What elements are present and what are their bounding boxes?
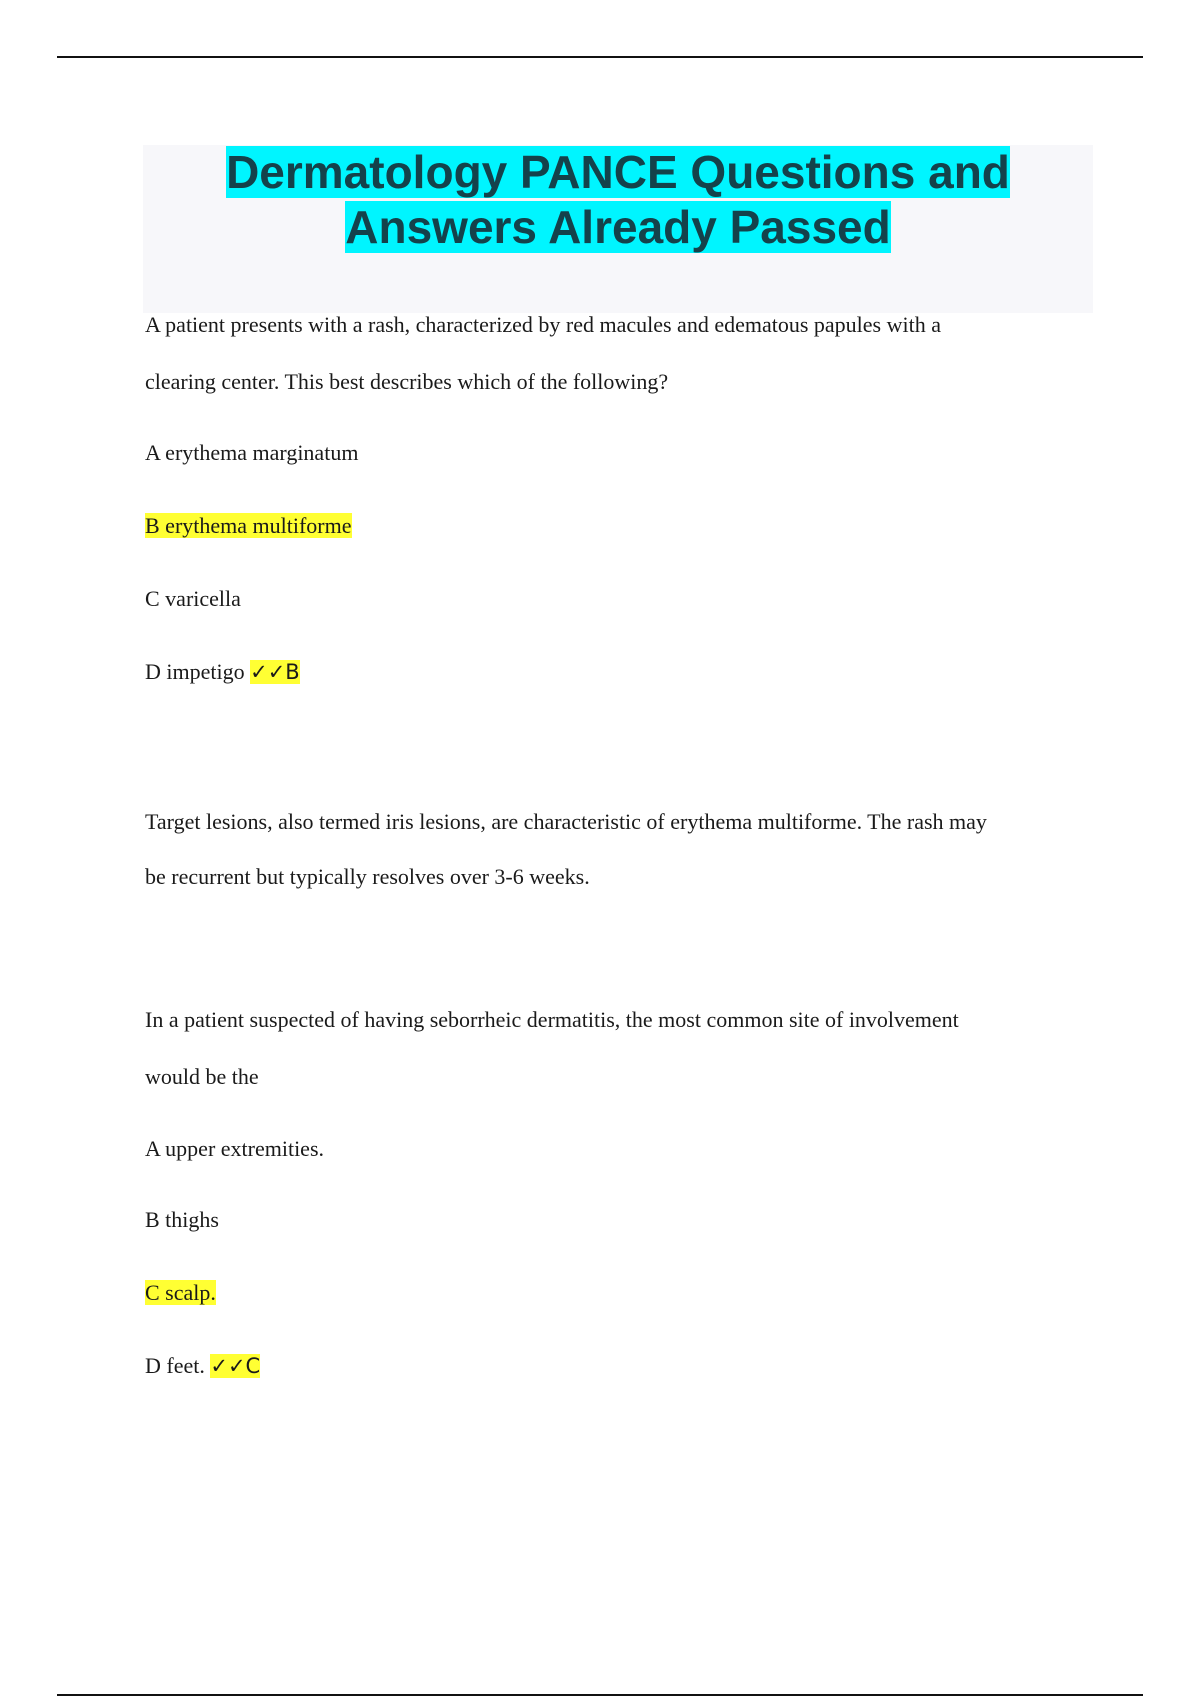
title-banner <box>143 145 1093 313</box>
q1-option-a: A erythema marginatum <box>145 440 359 465</box>
bottom-rule <box>57 1694 1143 1696</box>
q1-option-d <box>145 658 300 686</box>
q2-stem-line-2: would be the <box>145 1064 259 1089</box>
q1-rationale-line-1: Target lesions, also termed iris lesions, are characteristic of erythema multiforme. The rash may <box>145 809 987 834</box>
q2-option-b: B thighs <box>145 1207 219 1232</box>
q1-answer-check-icon: ✓✓B <box>250 660 300 684</box>
q1-correct-option-highlight: B erythema multiforme <box>145 513 352 538</box>
q2-correct-option-highlight: C scalp. <box>145 1280 216 1305</box>
q2-option-c <box>145 1279 216 1307</box>
q2-answer-check-icon: ✓✓C <box>210 1354 261 1378</box>
title-line-1: Dermatology PANCE Questions and <box>226 146 1010 198</box>
q1-option-c: C varicella <box>145 586 241 611</box>
q1-stem-line-2: clearing center. This best describes which of the following? <box>145 369 669 394</box>
q1-option-d-text: D impetigo <box>145 659 245 684</box>
q1-stem-line-1: A patient presents with a rash, characterized by red macules and edematous papules with a <box>145 312 941 337</box>
title-line-2: Answers Already Passed <box>345 201 891 253</box>
q1-rationale-line-2: be recurrent but typically resolves over 3-6 weeks. <box>145 864 590 889</box>
top-rule <box>57 56 1143 58</box>
q2-option-d-text: D feet. <box>145 1353 205 1378</box>
q2-option-d <box>145 1352 260 1380</box>
q2-option-a: A upper extremities. <box>145 1136 325 1161</box>
q2-stem-line-1: In a patient suspected of having seborrheic dermatitis, the most common site of involvement <box>145 1007 959 1032</box>
q1-option-b <box>145 512 352 540</box>
document-title <box>143 145 1093 255</box>
